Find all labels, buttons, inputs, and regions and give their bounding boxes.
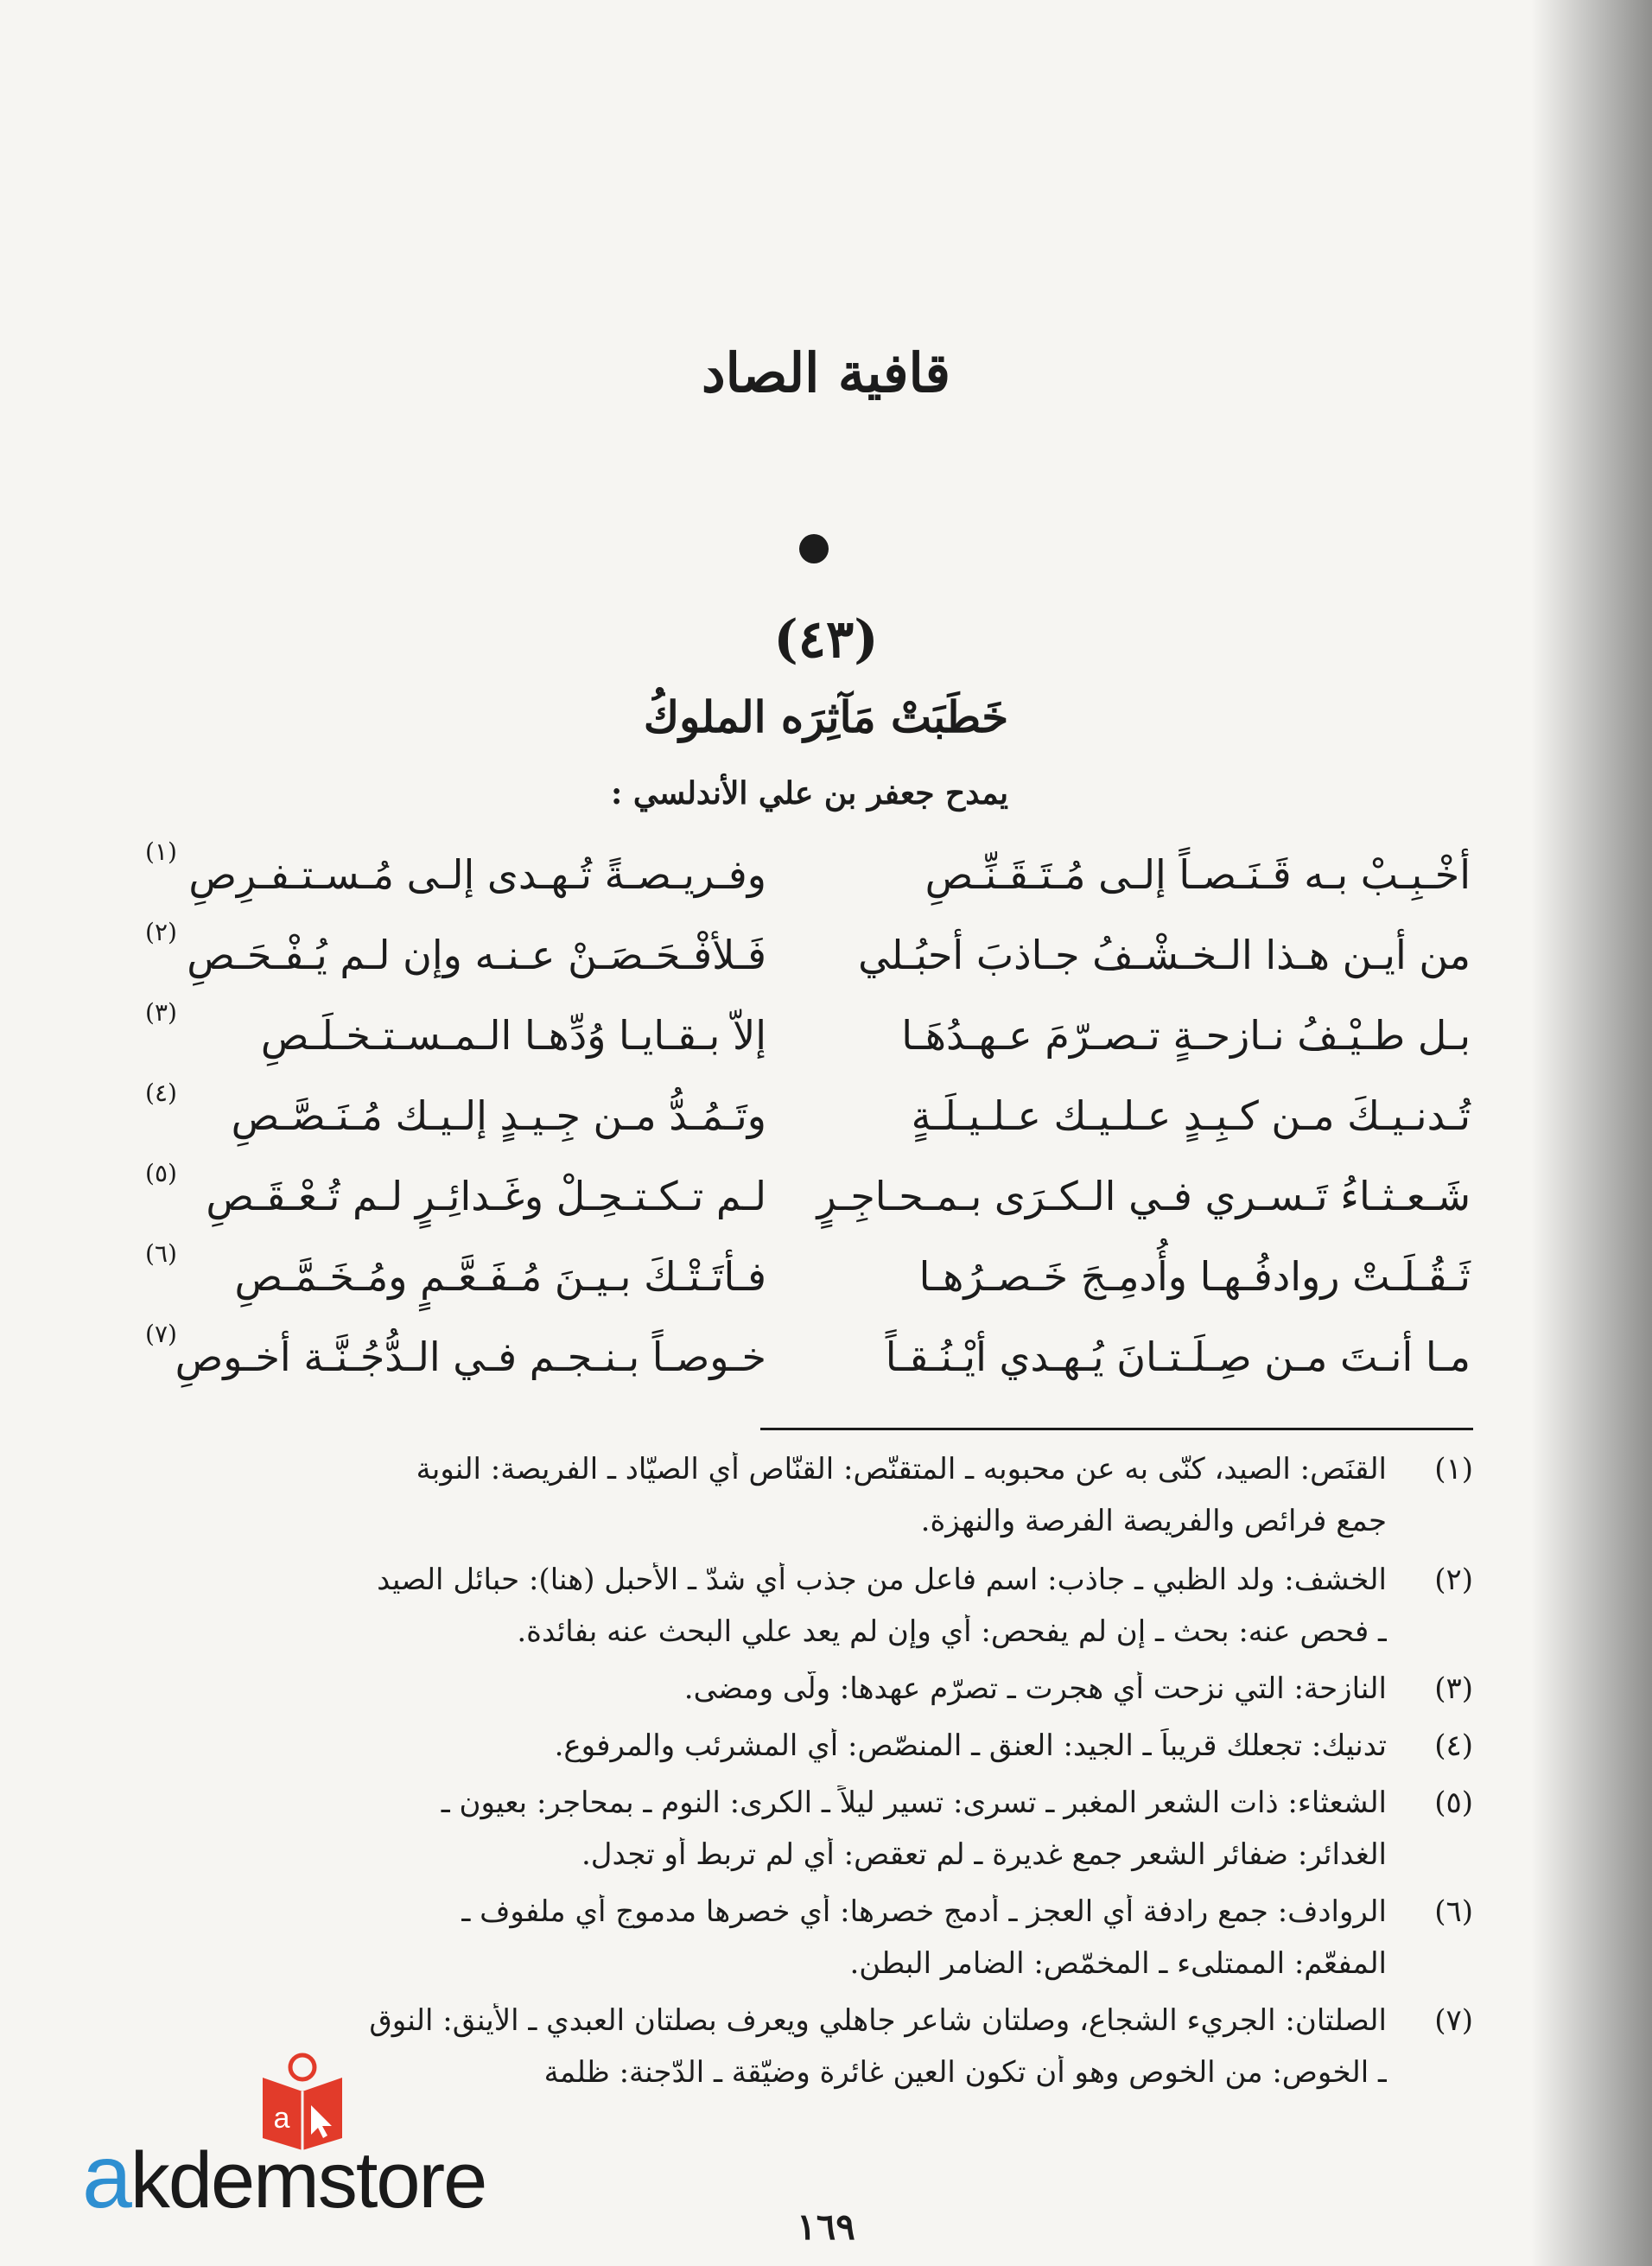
verse-row [0, 1159, 1652, 1249]
footnote-number: (١) [1434, 1452, 1473, 1486]
verse-row [0, 1239, 1652, 1329]
footnote-line [138, 1785, 1473, 1834]
page-number: ١٦٩ [797, 2206, 855, 2248]
footnote-text: تدنيك: تجعلك قريباً ـ الجيد: العنق ـ المنصّص: أي المشرئب والمرفوع. [554, 1728, 1387, 1763]
footnote-line [138, 1728, 1473, 1777]
footnote-line [138, 1563, 1473, 1611]
footnote-text: المفعّم: الممتلىء ـ المخمّص: الضامر البطن. [849, 1946, 1387, 1981]
verse-second-hemistich: وتَـمُـدُّ مـن جِـيـدٍ إلـيـك مُـنَـصَّـصِ [231, 1092, 766, 1139]
footnote-line [138, 1946, 1387, 1995]
footnote-text: النازحة: التي نزحت أي هجرت ـ تصرّم عهدها: ولّى ومضى. [683, 1671, 1387, 1706]
svg-text:a: a [273, 2102, 290, 2135]
footnote-line [138, 1671, 1473, 1720]
footnote-ref: (١) [145, 837, 177, 866]
verse-first-hemistich: بـل طـيْـفُ نـازحـةٍ تـصـرّمَ عـهـدُهَـا [901, 1012, 1471, 1059]
footnote-ref: (٤) [145, 1079, 177, 1107]
footnote-ref: (٥) [145, 1159, 177, 1187]
verse-second-hemistich: إلاّ بـقـايـا وُدِّهـا الـمـسـتـخـلَـصِ [260, 1012, 766, 1059]
verse-second-hemistich: لـم تـكـتـحِـلْ وغَـدائِـرٍ لـم تُـعْـقَـصِ [206, 1173, 766, 1219]
verse-row [0, 837, 1652, 927]
poem-number: (٤٣) [773, 609, 879, 670]
verse-first-hemistich: مـا أنـتَ مـن صِـلَـتـانَ يُـهـدي أيْـنُـقـاً [885, 1334, 1471, 1380]
footnote-number: (٥) [1434, 1785, 1473, 1820]
footnote-line [138, 1504, 1387, 1552]
verse-row [0, 1079, 1652, 1168]
footnote-ref: (٦) [145, 1239, 177, 1268]
verse-first-hemistich: شَـعـثـاءُ تَـسـري فـي الـكـرَى بـمـحـاجِـرٍ [816, 1173, 1471, 1219]
footnote-number: (٦) [1434, 1894, 1473, 1929]
footnote-text: ـ فحص عنه: بحث ـ إن لم يفحص: أي وإن لم يعد علي البحث عنه بفائدة. [517, 1614, 1387, 1649]
footnote-line [138, 1837, 1387, 1886]
footnote-text: الشعثاء: ذات الشعر المغبر ـ تسرى: تسير ليلاً ـ الكرى: النوم ـ بمحاجر: بعيون ـ [441, 1785, 1387, 1820]
footnote-number: (٤) [1434, 1728, 1473, 1763]
verse-row [0, 998, 1652, 1088]
verse-second-hemistich: وفـريـصـةً تُـهـدى إلـى مُـسـتـفـرِصِ [188, 851, 766, 898]
poem-title: خَطَبَتْ مَآثِرَه الملوكُ [643, 691, 1009, 742]
verse-first-hemistich: تُـدنـيـكَ مـن كـبِـدٍ عـلـيـك عـلـيـلَـةٍ [911, 1092, 1471, 1139]
footnote-text: الغدائر: ضفائر الشعر جمع غديرة ـ لم تعقص: أي لم تربط أو تجدل. [581, 1837, 1387, 1872]
footnote-line [138, 1894, 1473, 1943]
footnote-number: (٧) [1434, 2003, 1473, 2038]
separator-dot [799, 534, 829, 563]
footnote-ref: (٣) [145, 998, 177, 1027]
poem-intro: يمدح جعفر بن علي الأندلسي : [611, 775, 1008, 812]
verse-second-hemistich: خـوصـاً بـنـجـم فـي الـدُّجُـنَّـة أخـوصِ [175, 1334, 766, 1380]
footnote-line [138, 1614, 1387, 1663]
footnote-ref: (٢) [145, 918, 177, 946]
footnote-line [138, 2003, 1473, 2052]
footnote-number: (٣) [1434, 1671, 1473, 1706]
chapter-title: قافية الصاد [701, 341, 951, 404]
verse-row [0, 1320, 1652, 1410]
verse-first-hemistich: ثَـقُـلَـتْ روادفُـهـا وأُدمِـجَ خَـصـرُهـا [918, 1253, 1471, 1300]
footnote-text: القنَص: الصيد، كنّى به عن محبوبه ـ المتقنّص: القنّاص أي الصيّاد ـ الفريصة: النوبة [416, 1452, 1387, 1486]
footnote-text: جمع فرائص والفريصة الفرصة والنهزة. [920, 1504, 1387, 1538]
footnote-text: الروادف: جمع رادفة أي العجز ـ أدمج خصرها: أي خصرها مدموج أي ملفوف ـ [461, 1894, 1387, 1929]
footnote-ref: (٧) [145, 1320, 177, 1348]
footnote-text: ـ الخوص: من الخوص وهو أن تكون العين غائرة وضيّقة ـ الدّجنة: ظلمة [543, 2055, 1387, 2090]
verse-second-hemistich: فـأتَـتْـكَ بـيـنَ مُـفَـعَّـمٍ ومُـخَـمَّـصِ [234, 1253, 766, 1300]
watermark-logo: akdemstore [82, 2127, 486, 2227]
verse-second-hemistich: فَـلأفْـحَـصَـنْ عـنـه وإن لـم يُـفْـحَـصِ [187, 932, 766, 978]
footnote-text: الصلتان: الجريء الشجاع، وصلتان شاعر جاهلي ويعرف بصلتان العبدي ـ الأينق: النوق [369, 2003, 1387, 2038]
footnote-text: الخشف: ولد الظبي ـ جاذب: اسم فاعل من جذب أي شدّ ـ الأحبل (هنا): حبائل الصيد [377, 1563, 1387, 1597]
verse-first-hemistich: أخْـبِـبْ بـه قَـنَـصـاً إلـى مُـتَـقَـنِّـصِ [924, 851, 1471, 898]
verse-first-hemistich: من أيـن هـذا الـخـشْـفُ جـاذبَ أحبُـلي [858, 932, 1471, 978]
footnote-line [138, 1452, 1473, 1500]
verse-row [0, 918, 1652, 1008]
footnote-divider [760, 1428, 1473, 1430]
footnote-number: (٢) [1434, 1563, 1473, 1597]
